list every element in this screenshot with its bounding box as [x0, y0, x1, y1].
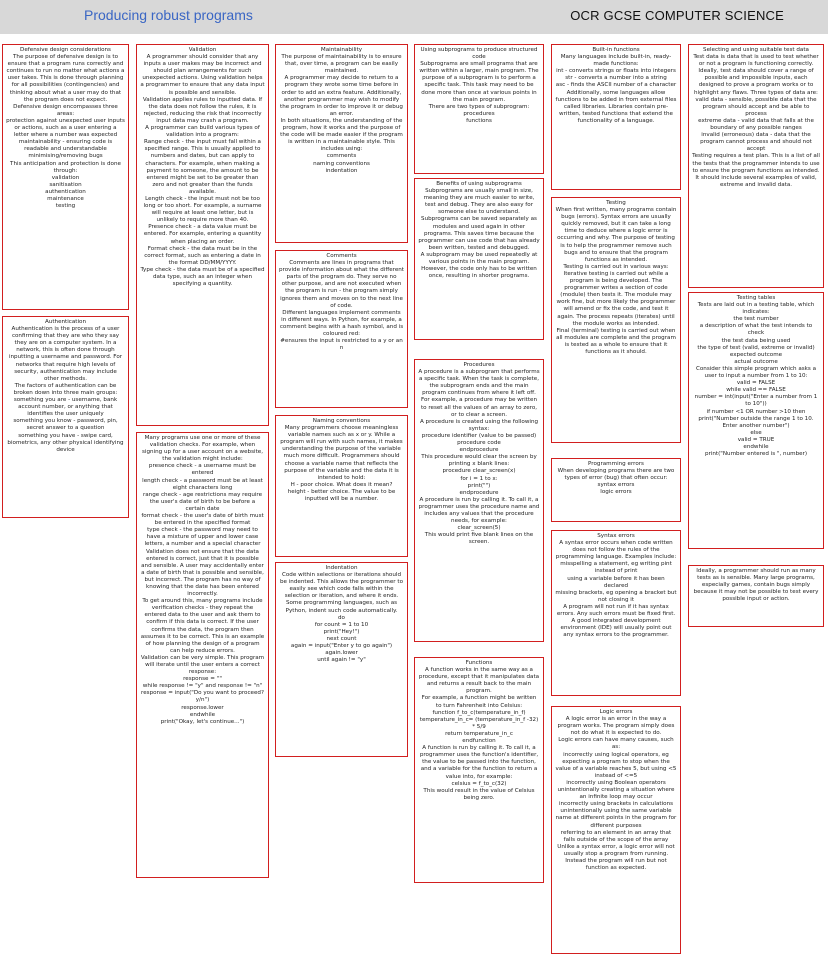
- box-subprograms: [414, 44, 544, 174]
- box-text-line: Validation can be very simple. This program will iterate until the user enters a correct response:: [140, 654, 265, 676]
- box-text-line: Final (terminal) testing is carried out when all modules are complete and the program is tested as a whole to ensure that it functions as it should.: [556, 327, 676, 355]
- box-text-line: The factors of authentication can be broken down into three main groups:: [13, 382, 118, 396]
- box-title: Built-in functions: [592, 47, 640, 53]
- box-comments: [275, 250, 408, 408]
- box-defensive-design: [2, 44, 129, 310]
- box-text-line: return temperature_in_c: [445, 730, 513, 737]
- box-text-line: Type check - the data must be of a specified data type, such as an integer when specifying a quantity.: [140, 266, 265, 288]
- box-text-line: This would result in the value of Celsius being zero.: [423, 787, 535, 801]
- box-text-line: something you know - password, pin, secret answer to a question: [13, 418, 118, 432]
- box-title: Testing tables: [736, 295, 776, 301]
- box-text-line: response = "": [183, 676, 222, 683]
- box-text-line: celsius = f_to_c(32): [451, 780, 507, 787]
- box-text-line: testing: [55, 203, 76, 210]
- box-title: Functions: [465, 660, 493, 666]
- box-text-line: Additionally, some languages allow functions to be added in from external files called libraries. Libraries contain pre-written, tested functions that extend the functionality of a language.: [555, 89, 677, 124]
- box-text-line: again = input("Enter y to go again"): [290, 643, 393, 650]
- box-title: Naming conventions: [312, 418, 371, 424]
- box-title: Using subprograms to produce structured code: [420, 47, 538, 61]
- box-text-line: A function works in the same way as a procedure, except that it manipulates data and returns a result back to the main program.: [418, 667, 540, 695]
- box-text-line: Range check - the input must fall within a specified range. This is usually applied to numbers and dates, but can apply to characters. For example, when making a payment to someone, the amount to be entered might be set to be greater than zero and not greater than the funds available.: [144, 139, 261, 195]
- box-text-line: Unlike a syntax error, a logic error will not usually stop a program from running. Instead the program will run but not function as expected.: [557, 843, 675, 872]
- box-text-line: again.lower: [325, 650, 358, 657]
- box-maintainability: [275, 44, 408, 243]
- box-text-line: incorrectly using brackets in calculations: [558, 801, 674, 808]
- box-text-line: This would print five blank lines on the screen.: [424, 532, 534, 546]
- box-testing-tables: [688, 292, 824, 549]
- box-text-line: Code within selections or iterations should be indented. This allows the programmer to easily see which code falls within the selection or iteration, and where it ends.: [279, 572, 403, 600]
- box-text-line: Iterative testing is carried out while a program is being developed. The programmer writes a section of code (module) then tests it. The module may work fine, but more likely the programmer will amend or fix the code, and test it again. The process repeats (iterates) until the module works as intended.: [556, 270, 676, 327]
- box-text-line: next count: [326, 635, 357, 642]
- box-text-line: the test data being used: [721, 337, 791, 344]
- box-text-line: print("Number outside the range 1 to 10. Enter another number"): [698, 415, 814, 429]
- box-text-line: Authentication is the process of a user confirming that they are who they say they are on a computer system. In a network, this is often done through inputting a username and password. For networks that require high levels of security, authentication may include other methods.: [8, 326, 123, 382]
- box-text-line: Many programmers choose meaningless variable names such as x or y. While a program will run with such names, it makes understanding the purpose of the variable much more difficult. Programmers should choose a variable name that reflects the purpose of the variable and the data it is intended to hold:: [280, 425, 403, 481]
- box-text-line: comments: [326, 153, 357, 160]
- box-text-line: height - better choice. The value to be inputted will be a number.: [287, 488, 396, 503]
- box-text-line: A subprogram may be used repeatedly at various points in the main program. However, the code only has to be written once, resulting in shorter programs.: [420, 251, 538, 280]
- box-text-line: Presence check - a data value must be entered. For example, entering a quantity when placing an order.: [143, 224, 262, 245]
- box-text-line: procedure clear_screen(x): [442, 468, 516, 475]
- box-text-line: valid = TRUE: [737, 436, 775, 443]
- box-text-line: For example, a function might be written to turn Fahrenheit into Celsius:: [421, 695, 537, 709]
- box-text-line: protection against unexpected user inputs or actions, such as a user entering a letter where a number was expected: [6, 117, 125, 139]
- box-text-line: the test number: [733, 316, 779, 323]
- box-title: Benefits of using subprograms: [436, 181, 522, 187]
- box-text-line: syntax errors: [597, 482, 635, 489]
- box-text-line: This procedure would clear the screen by printing x blank lines:: [421, 454, 537, 468]
- box-text-line: missing brackets, eg opening a bracket but not closing it: [555, 589, 677, 603]
- box-text-line: #ensures the input is restricted to a y or an n: [280, 338, 403, 352]
- box-text-line: A programmer may decide to return to a program they wrote some time before in order to add an extra feature. Additionally, another programmer may wish to modify the program in order to improve it or debug an error.: [280, 75, 403, 117]
- course-title: OCR GCSE COMPUTER SCIENCE: [570, 8, 784, 23]
- box-text-line: using a variable before it has been declared: [567, 575, 665, 589]
- box-text-line: endfunction: [462, 738, 496, 745]
- box-text-line: When first written, many programs contain bugs (errors). Syntax errors are usually quickly removed, but it can take a long time to deduce where a logic error is occurring and why. The purpose of testing is to help the programmer remove such bugs and to ensure that the program functions as intended.: [555, 207, 677, 263]
- box-title: Logic errors: [599, 709, 633, 715]
- box-programming-errors: [551, 458, 681, 522]
- box-text-line: A syntax error occurs when code written does not follow the rules of the programming language. Examples include:: [555, 540, 677, 561]
- box-text-line: endprocedure: [459, 489, 499, 496]
- box-text-line: actual outcome: [734, 358, 778, 365]
- box-text-line: To get around this, many programs include verification checks - they repeat the entered data to the user and ask them to confirm if this data is correct. If the user confirms the data, the program then assumes it to be correct. This is an example of how planning the design of a program can help reduce errors.: [140, 598, 265, 654]
- box-text-line: Comments are lines in programs that provide information about what the different parts of the program do. They serve no other purpose, and are not executed when the program is run - the program simply ignores them and moves on to the next line of code.: [279, 260, 404, 309]
- box-text-line: When developing programs there are two types of error (bug) that often occur:: [557, 468, 675, 482]
- box-functions: [414, 657, 544, 883]
- box-text-line: The purpose of defensive design is to ensure that a program runs correctly and continues to run no matter what actions a user takes. This is done through planning for all possibilities (contingencies) and thinking about what a user may do that the program does not expect.: [6, 54, 125, 103]
- box-text-line: naming conventions: [313, 160, 370, 167]
- box-text-line: type check - the password may need to have a mixture of upper and lower case letters, a number and a special character: [144, 527, 261, 548]
- box-text-line: Testing requires a test plan. This is a list of all the tests that the programmer intends to use to ensure the program functions as intended. It should include several examples of valid, extreme and invalid data.: [692, 153, 820, 188]
- box-benefits-subprograms: [414, 178, 544, 340]
- box-text-line: A procedure is run by calling it. To call it, a programmer uses the procedure name and includes any values that the procedure needs, for example:: [418, 496, 540, 525]
- box-text-line: else: [750, 429, 762, 436]
- box-title: Procedures: [463, 362, 495, 368]
- box-text-line: if number <1 OR number >10 then: [706, 408, 806, 415]
- box-text-line: until again != "y": [317, 657, 366, 664]
- box-text-line: maintainability - ensuring code is readable and understandable: [18, 139, 113, 153]
- box-text-line: unintentionally creating a situation where an infinite loop may occur: [557, 787, 675, 801]
- box-text-line: Subprograms are small programs that are written within a larger, main program. The purpose of a subprogram is to perform a specific task. This task may need to be done more than once at various points in the main program.: [419, 61, 539, 103]
- box-text-line: function f_to_c(temperature_in_f): [432, 709, 526, 716]
- box-text-line: something you are - username, bank account number, or anything that identifies the user uniquely: [13, 397, 118, 418]
- box-text-line: print("Number entered is ", number): [704, 451, 808, 458]
- box-text-line: Test data is data that is used to test whether or not a program is functioning correctly. Ideally, test data should cover a range of possible and impossible inputs, each designed to prove a program works or to highlight any flaws. Three types of data are:: [693, 54, 819, 96]
- box-naming-conventions: [275, 415, 408, 557]
- box-text-line: int - converts strings or floats into integers: [556, 68, 676, 75]
- box-text-line: Testing is carried out in various ways:: [563, 263, 669, 270]
- box-text-line: misspelling a statement, eg writing pint instead of print: [560, 561, 672, 575]
- box-text-line: clear_screen(5): [457, 525, 501, 532]
- box-text-line: range check - age restrictions may require the user's date of birth to be before a certain date: [142, 491, 263, 512]
- box-text-line: response.lower: [181, 704, 224, 711]
- box-testing: [551, 197, 681, 443]
- box-procedures: [414, 359, 544, 642]
- box-text-line: Defensive design encompasses three areas:: [13, 103, 118, 117]
- box-text-line: indentation: [325, 167, 358, 174]
- box-validation-examples: [136, 432, 269, 878]
- box-text-line: the type of test (valid, extreme or invalid): [697, 344, 815, 351]
- box-text-line: This anticipation and protection is done through:: [10, 160, 121, 174]
- box-title: Maintainability: [320, 47, 363, 53]
- box-text-line: expected outcome: [729, 351, 783, 358]
- box-text-line: H - poor choice. What does it mean?: [290, 481, 393, 488]
- box-title: Indentation: [325, 565, 358, 571]
- box-text-line: There are two types of subprogram:: [428, 103, 530, 110]
- box-text-line: valid = FALSE: [736, 380, 776, 387]
- box-text-line: procedures: [463, 110, 495, 117]
- box-text-line: referring to an element in an array that falls outside of the scope of the array: [560, 829, 672, 843]
- box-text-line: asc - finds the ASCII number of a character: [555, 82, 677, 89]
- box-text-line: endwhile: [743, 443, 769, 450]
- box-title: Programming errors: [588, 461, 644, 467]
- box-text-line: Length check - the input must not be too long or too short. For example, a surname will require at least one letter, but is unlikely to require more than 40.: [143, 195, 262, 224]
- box-text-line: validation: [51, 174, 80, 181]
- box-text-line: temperature_in_c= (temperature_in_f -32) * 5/9: [419, 716, 539, 730]
- box-logic-errors: [551, 706, 681, 954]
- box-text-line: number = int(input("Enter a number from 1 to 10")): [694, 394, 818, 408]
- box-text-line: for count = 1 to 10: [314, 621, 369, 628]
- box-text-line: while valid == FALSE: [726, 387, 786, 394]
- box-text-line: Many languages include built-in, ready-made functions:: [560, 54, 672, 68]
- box-text-line: print(""): [467, 482, 491, 489]
- box-title: Authentication: [44, 319, 87, 325]
- box-indentation: [275, 562, 408, 757]
- box-text-line: print("Okay, let's continue..."): [160, 718, 245, 725]
- box-text-line: length check - a password must be at least eight characters long: [142, 477, 263, 491]
- box-text-line: sanitisation: [49, 181, 82, 188]
- box-title: Syntax errors: [597, 533, 635, 539]
- box-title: Comments: [326, 253, 357, 259]
- box-text-line: endprocedure: [459, 447, 499, 454]
- box-text-line: logic errors: [600, 489, 632, 496]
- box-text-line: functions: [466, 117, 492, 124]
- box-title: Defensive design considerations: [20, 47, 111, 53]
- box-text-line: A programmer should consider that any inputs a user makes may be incorrect and should plan arrangements for such unexpected actions. Using validation helps a programmer to ensure that any data input is possible and sensible.: [140, 54, 265, 96]
- box-text-line: str - converts a number into a string: [565, 75, 667, 82]
- box-testing-note: [688, 565, 824, 627]
- box-text-line: Format check - the data must be in the correct format, such as entering a date in the format DD/MM/YYYY.: [144, 245, 261, 266]
- box-text-line: The purpose of maintainability is to ensure that, over time, a program can be easily maintained.: [281, 54, 402, 75]
- box-text-line: A procedure is created using the following syntax:: [419, 418, 539, 432]
- box-syntax-errors: [551, 530, 681, 696]
- box-text-line: while response != "y" and response != "n": [142, 683, 263, 690]
- box-text-line: valid data - sensible, possible data that the program should accept and be able to process: [695, 96, 817, 117]
- box-built-in-functions: [551, 44, 681, 190]
- box-text-line: A program will not run if it has syntax errors. Any such errors must be fixed first. A good integrated development environment (IDE) will usually point out any syntax errors to the programmer.: [556, 603, 676, 639]
- box-text-line: print("Hey!"): [323, 628, 360, 635]
- box-text-line: incorrectly using Boolean operators: [566, 779, 666, 786]
- box-text-line: Ideally, a programmer should run as many tests as is sensible. Many large programs, especially games, contain bugs simply because it may not be possible to test every possible input or action.: [693, 568, 819, 603]
- box-text-line: Consider this simple program which asks a user to input a number from 1 to 10:: [695, 365, 817, 380]
- box-text-line: In both situations, the understanding of the program, how it works and the purpose of the code will be made easier if the program is written in a maintainable style. This includes using:: [280, 117, 403, 153]
- box-authentication: [2, 316, 129, 518]
- box-text-line: A function is run by calling it. To call it, a programmer uses the function's identifier, the value to be passed into the function, and a variable for the function to return a value into, for example:: [419, 745, 539, 780]
- box-text-line: maintenance: [47, 195, 84, 202]
- box-text-line: Many programs use one or more of these validation checks. For example, when signing up for a user account on a website, the validation might include:: [142, 435, 263, 463]
- box-text-line: format check - the user's date of birth must be entered in the specified format: [141, 513, 264, 527]
- box-text-line: a description of what the test intends to check: [699, 323, 813, 337]
- box-text-line: Validation applies rules to inputted data. If the data does not follow the rules, it is rejected, reducing the risk that incorrectly input data may crash a program.: [142, 96, 263, 124]
- box-text-line: Subprograms are usually small in size, meaning they are much easier to write, test and debug. They are also easy for someone else to understand.: [423, 188, 535, 216]
- box-text-line: authentication: [45, 188, 86, 195]
- box-text-line: incorrectly using logical operators, eg expecting a program to stop when the value of a variable reaches 5, but using <5 instead of <=5: [555, 751, 677, 779]
- box-title: Selecting and using suitable test data: [703, 47, 809, 53]
- box-text-line: Tests are laid out in a testing table, which indicates:: [697, 302, 815, 316]
- box-validation: [136, 44, 269, 426]
- page-header: [0, 0, 828, 34]
- box-text-line: invalid (erroneous) data - data that the program cannot process and should not accept: [700, 132, 812, 153]
- box-text-line: Subprograms can be saved separately as modules and used again in other programs. This saves time because the programmer can use code that has already been written, tested and debugged.: [418, 216, 540, 251]
- box-text-line: Validation does not ensure that the data entered is correct, just that it is possible and sensible. A user may accidentally enter a date of birth that is possible and sensible, but incorrect. The program has no way of knowing that the date has been entered incorrectly.: [141, 548, 264, 598]
- box-text-line: something you have - swipe card, biometrics, any other physical identifying device: [7, 432, 124, 453]
- box-text-line: Logic errors can have many causes, such as:: [558, 737, 674, 751]
- box-text-line: procedure identifier (value to be passed): [421, 432, 537, 439]
- box-text-line: extreme data - valid data that falls at the boundary of any possible ranges: [698, 117, 814, 132]
- box-text-line: A logic error is an error in the way a program works. The program simply does not do what it is expected to do.: [557, 716, 675, 737]
- box-text-line: endwhile: [189, 711, 216, 718]
- box-text-line: Some programming languages, such as Python, indent such code automatically.: [285, 600, 398, 614]
- page-title: Producing robust programs: [84, 7, 253, 23]
- box-text-line: do: [338, 614, 345, 621]
- box-text-line: for i = 1 to x:: [460, 475, 498, 482]
- box-text-line: unintentionally using the same variable name at different points in the program for different purposes: [555, 808, 677, 829]
- box-text-line: procedure code: [457, 440, 501, 447]
- box-text-line: minimising/removing bugs: [28, 153, 103, 160]
- box-text-line: A programmer can build various types of validation into a program:: [145, 125, 260, 139]
- box-text-line: presence check - a username must be entered: [148, 463, 257, 477]
- box-text-line: response = input("Do you want to proceed? y/n"): [141, 690, 264, 704]
- box-test-data: [688, 44, 824, 288]
- box-text-line: Different languages implement comments in different ways. In Python, for example, a comment begins with a hash symbol, and is coloured red:: [279, 309, 404, 338]
- box-text-line: A procedure is a subprogram that performs a specific task. When the task is complete, the subprogram ends and the main program continues from where it left off. For example, a procedure may be written to reset all the values of an array to zero, or to clear a screen.: [418, 369, 540, 418]
- box-title: Validation: [188, 47, 217, 53]
- box-title: Testing: [606, 200, 626, 206]
